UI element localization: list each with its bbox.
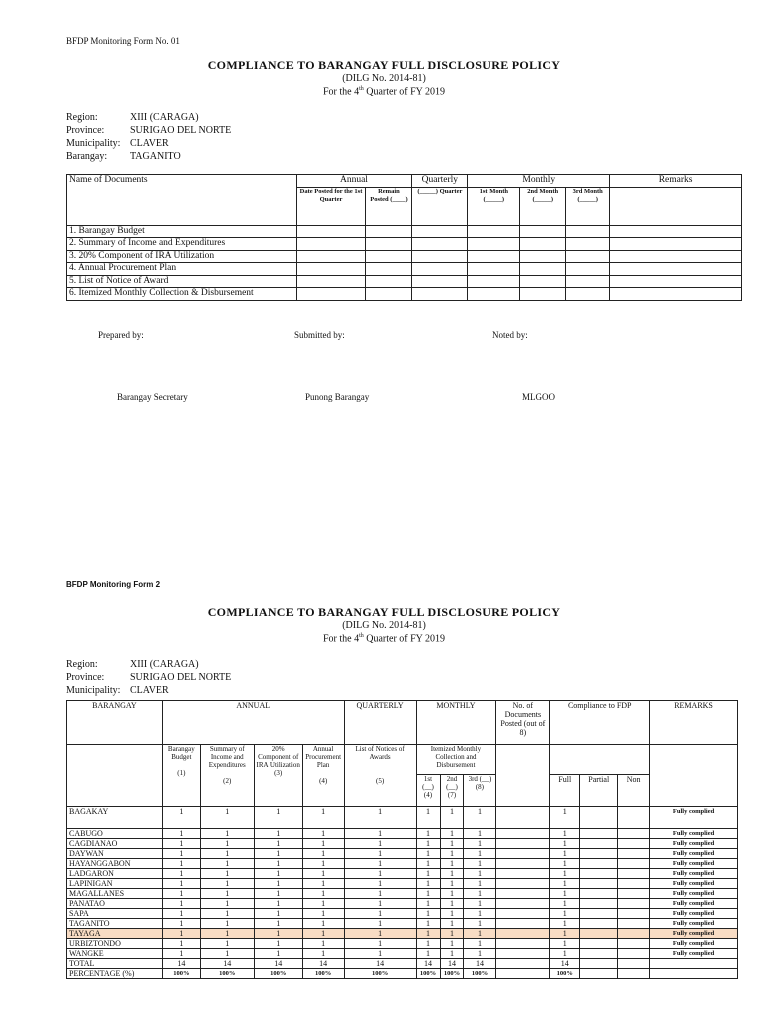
value-cell: 1	[344, 889, 416, 899]
table-row: 1. Barangay Budget	[67, 225, 742, 238]
value-cell: 14	[200, 959, 254, 969]
h2-barangay: BARANGAY	[67, 701, 163, 745]
barangay-name-cell: LADGARON	[67, 869, 163, 879]
value-cell: 1	[440, 889, 464, 899]
h2-month-3: 3rd (__) (8)	[464, 775, 496, 807]
non-cell	[618, 909, 650, 919]
h2-annual: ANNUAL	[162, 701, 344, 745]
h2-notices-awards: List of Notices of Awards (5)	[344, 745, 416, 807]
full-cell: 1	[550, 919, 580, 929]
value-cell: 1	[200, 839, 254, 849]
value-cell: 1	[344, 939, 416, 949]
table-row	[67, 949, 738, 959]
value-cell: 1	[200, 869, 254, 879]
value-cell: 1	[440, 949, 464, 959]
barangay-name-cell: TAYAGA	[67, 929, 163, 939]
value-cell: 1	[344, 839, 416, 849]
full-cell: 1	[550, 859, 580, 869]
docs-count-cell	[496, 829, 550, 839]
value-cell: 1	[254, 899, 302, 909]
remarks-cell: Fully complied	[650, 889, 738, 899]
value-cell: 1	[162, 949, 200, 959]
table-row	[67, 899, 738, 909]
full-cell: 1	[550, 939, 580, 949]
signatory-punong-barangay: Punong Barangay	[305, 392, 370, 402]
value-cell: 1	[464, 869, 496, 879]
value-cell: 1	[464, 859, 496, 869]
barangay-name-cell: TOTAL	[67, 959, 163, 969]
table-row	[67, 859, 738, 869]
value-cell: 1	[416, 889, 440, 899]
value-cell: 1	[200, 939, 254, 949]
form1-documents-table	[66, 174, 742, 301]
partial-cell	[580, 829, 618, 839]
value-cell: 1	[162, 909, 200, 919]
value-cell: 1	[254, 889, 302, 899]
table-row	[67, 879, 738, 889]
value-cell: 1	[302, 949, 344, 959]
value-cell: 1	[254, 879, 302, 889]
partial-cell	[580, 909, 618, 919]
signatory-barangay-secretary: Barangay Secretary	[117, 392, 188, 402]
value-cell: 1	[302, 807, 344, 829]
non-cell	[618, 807, 650, 829]
value-cell: 1	[464, 889, 496, 899]
value-cell: 1	[200, 899, 254, 909]
value-cell: 1	[162, 869, 200, 879]
barangay-name-cell: TAGANITO	[67, 919, 163, 929]
value-cell: 1	[254, 929, 302, 939]
h2-itemized-monthly: Itemized Monthly Collection and Disbursement	[416, 745, 496, 775]
docs-count-cell	[496, 919, 550, 929]
value-cell: 1	[416, 829, 440, 839]
h-remain-posted: Remain Posted (____)	[366, 187, 412, 225]
value-cell: 1	[162, 859, 200, 869]
h2-partial: Partial	[580, 775, 618, 807]
h2-quarterly: QUARTERLY	[344, 701, 416, 745]
remarks-cell	[650, 969, 738, 979]
value-cell: 1	[440, 839, 464, 849]
docs-count-cell	[496, 807, 550, 829]
value-cell: 1	[440, 939, 464, 949]
value-cell: 1	[344, 849, 416, 859]
signatory-mlgoo: MLGOO	[522, 392, 555, 402]
value-cell: 1	[464, 879, 496, 889]
value-cell: 100%	[344, 969, 416, 979]
full-cell: 1	[550, 869, 580, 879]
value-cell: 1	[440, 829, 464, 839]
value-cell: 1	[344, 829, 416, 839]
value-cell: 1	[464, 919, 496, 929]
non-cell	[618, 919, 650, 929]
h-month-1: 1st Month (_____)	[468, 187, 520, 225]
remarks-cell: Fully complied	[650, 869, 738, 879]
value-cell: 1	[344, 807, 416, 829]
docs-count-cell	[496, 929, 550, 939]
non-cell	[618, 829, 650, 839]
barangay-name-cell: CABUGO	[67, 829, 163, 839]
table-row	[67, 869, 738, 879]
value-cell: 14	[302, 959, 344, 969]
docs-count-cell	[496, 899, 550, 909]
value-cell: 1	[440, 807, 464, 829]
value-cell: 1	[416, 919, 440, 929]
value-cell: 14	[416, 959, 440, 969]
full-cell: 1	[550, 949, 580, 959]
non-cell	[618, 879, 650, 889]
value-cell: 1	[200, 859, 254, 869]
partial-cell	[580, 879, 618, 889]
non-cell	[618, 929, 650, 939]
value-cell: 1	[254, 839, 302, 849]
remarks-cell: Fully complied	[650, 859, 738, 869]
value-cell: 1	[254, 939, 302, 949]
value-cell: 100%	[464, 969, 496, 979]
docs-count-cell	[496, 839, 550, 849]
h-date-posted: Date Posted for the 1st Quarter	[296, 187, 366, 225]
docs-count-cell	[496, 869, 550, 879]
non-cell	[618, 869, 650, 879]
partial-cell	[580, 807, 618, 829]
value-cell: 1	[162, 829, 200, 839]
value-cell: 1	[416, 879, 440, 889]
value-cell: 100%	[440, 969, 464, 979]
table-row	[67, 849, 738, 859]
value-cell: 1	[464, 939, 496, 949]
value-cell: 1	[344, 909, 416, 919]
partial-cell	[580, 929, 618, 939]
barangay-name-cell: PANATAO	[67, 899, 163, 909]
value-cell: 1	[162, 807, 200, 829]
value-cell: 1	[344, 919, 416, 929]
value-cell: 1	[302, 909, 344, 919]
table-row: 6. Itemized Monthly Collection & Disbursement	[67, 288, 742, 301]
value-cell: 1	[344, 869, 416, 879]
table-row	[67, 807, 738, 829]
value-cell: 1	[162, 939, 200, 949]
partial-cell	[580, 919, 618, 929]
full-cell: 14	[550, 959, 580, 969]
non-cell	[618, 849, 650, 859]
full-cell: 1	[550, 849, 580, 859]
docs-count-cell	[496, 859, 550, 869]
non-cell	[618, 859, 650, 869]
form2-dilg: (DILG No. 2014-81)	[342, 620, 426, 631]
h-month-3: 3rd Month (_____)	[566, 187, 610, 225]
docs-count-cell	[496, 969, 550, 979]
value-cell: 1	[440, 859, 464, 869]
barangay-name-cell: MAGALLANES	[67, 889, 163, 899]
remarks-cell: Fully complied	[650, 839, 738, 849]
value-cell: 100%	[254, 969, 302, 979]
value-cell: 1	[440, 879, 464, 889]
value-cell: 1	[302, 839, 344, 849]
value-cell: 1	[464, 949, 496, 959]
form2-compliance-table	[66, 700, 738, 979]
value-cell: 1	[344, 899, 416, 909]
h2-no-docs: No. of Documents Posted (out of 8)	[496, 701, 550, 745]
h2-barangay-budget: Barangay Budget (1)	[162, 745, 200, 807]
value-cell: 1	[162, 889, 200, 899]
remarks-cell: Fully complied	[650, 899, 738, 909]
value-cell: 1	[302, 889, 344, 899]
table-row: 5. List of Notice of Award	[67, 275, 742, 288]
value-cell: 100%	[200, 969, 254, 979]
table-row	[67, 959, 738, 969]
value-cell: 1	[464, 839, 496, 849]
full-cell: 1	[550, 899, 580, 909]
value-cell: 1	[416, 859, 440, 869]
value-cell: 1	[464, 909, 496, 919]
table-row	[67, 969, 738, 979]
value-cell: 1	[344, 929, 416, 939]
value-cell: 1	[200, 919, 254, 929]
non-cell	[618, 889, 650, 899]
h2-monthly: MONTHLY	[416, 701, 496, 745]
table-row	[67, 919, 738, 929]
non-cell	[618, 839, 650, 849]
value-cell: 1	[302, 869, 344, 879]
barangay-name-cell: DAYWAN	[67, 849, 163, 859]
partial-cell	[580, 859, 618, 869]
value-cell: 1	[200, 829, 254, 839]
full-cell: 1	[550, 839, 580, 849]
non-cell	[618, 899, 650, 909]
value-cell: 1	[416, 909, 440, 919]
h2-summary-income: Summary of Income and Expenditures (2)	[200, 745, 254, 807]
remarks-cell: Fully complied	[650, 829, 738, 839]
value-cell: 1	[254, 869, 302, 879]
value-cell: 1	[302, 829, 344, 839]
value-cell: 1	[200, 879, 254, 889]
value-cell: 1	[344, 859, 416, 869]
h2-ira-utilization: 20% Component of IRA Utilization (3)	[254, 745, 302, 807]
value-cell: 1	[302, 859, 344, 869]
value-cell: 1	[416, 869, 440, 879]
form1-dilg: (DILG No. 2014-81)	[342, 73, 426, 84]
partial-cell	[580, 839, 618, 849]
form2-title: COMPLIANCE TO BARANGAY FULL DISCLOSURE POLICY	[207, 605, 561, 619]
table-row: 2. Summary of Income and Expenditures	[67, 238, 742, 251]
partial-cell	[580, 849, 618, 859]
barangay-name-cell: BAGAKAY	[67, 807, 163, 829]
value-cell: 14	[344, 959, 416, 969]
value-cell: 1	[254, 859, 302, 869]
table-row	[67, 889, 738, 899]
remarks-cell: Fully complied	[650, 929, 738, 939]
partial-cell	[580, 869, 618, 879]
form1-number: BFDP Monitoring Form No. 01	[66, 36, 180, 46]
form1-info-block: Region: XIII (CARAGA) Province: SURIGAO DEL NORTE Municipality: CLAVER Barangay: TAGANITO	[66, 112, 232, 162]
value-cell: 100%	[416, 969, 440, 979]
remarks-cell: Fully complied	[650, 919, 738, 929]
table-row: 3. 20% Component of IRA Utilization	[67, 250, 742, 263]
h2-compliance: Compliance to FDP	[550, 701, 650, 745]
table-row: 4. Annual Procurement Plan	[67, 263, 742, 276]
h2-remarks: REMARKS	[650, 701, 738, 745]
remarks-cell	[650, 959, 738, 969]
docs-count-cell	[496, 949, 550, 959]
form2-number: BFDP Monitoring Form 2	[66, 580, 161, 589]
barangay-name-cell: LAPINIGAN	[67, 879, 163, 889]
partial-cell	[580, 889, 618, 899]
submitted-by-label: Submitted by:	[294, 330, 345, 340]
value-cell: 1	[302, 939, 344, 949]
h-quarter: (_____) Quarter	[412, 187, 468, 225]
remarks-cell: Fully complied	[650, 909, 738, 919]
value-cell: 1	[200, 849, 254, 859]
non-cell	[618, 939, 650, 949]
value-cell: 1	[416, 939, 440, 949]
table-row	[67, 829, 738, 839]
value-cell: 1	[200, 929, 254, 939]
form1-quarter: For the 4th Quarter of FY 2019	[322, 86, 446, 98]
value-cell: 100%	[162, 969, 200, 979]
table-row	[67, 909, 738, 919]
value-cell: 1	[254, 807, 302, 829]
barangay-name-cell: SAPA	[67, 909, 163, 919]
h2-procurement-plan: Annual Procurement Plan (4)	[302, 745, 344, 807]
value-cell: 1	[254, 849, 302, 859]
value-cell: 1	[464, 829, 496, 839]
noted-by-label: Noted by:	[492, 330, 528, 340]
value-cell: 1	[200, 889, 254, 899]
docs-count-cell	[496, 959, 550, 969]
h-name-documents: Name of Documents	[67, 175, 297, 226]
h2-full: Full	[550, 775, 580, 807]
value-cell: 1	[416, 839, 440, 849]
value-cell: 1	[254, 829, 302, 839]
partial-cell	[580, 969, 618, 979]
value-cell: 14	[464, 959, 496, 969]
h-monthly: Monthly	[468, 175, 610, 188]
full-cell: 1	[550, 909, 580, 919]
h-annual: Annual	[296, 175, 412, 188]
docs-count-cell	[496, 909, 550, 919]
non-cell	[618, 959, 650, 969]
value-cell: 1	[302, 879, 344, 889]
value-cell: 1	[416, 899, 440, 909]
value-cell: 1	[440, 929, 464, 939]
value-cell: 1	[162, 899, 200, 909]
value-cell: 1	[162, 929, 200, 939]
table-row	[67, 839, 738, 849]
h-remarks: Remarks	[610, 175, 742, 188]
value-cell: 1	[162, 879, 200, 889]
remarks-cell: Fully complied	[650, 949, 738, 959]
barangay-name-cell: URBIZTONDO	[67, 939, 163, 949]
value-cell: 1	[464, 899, 496, 909]
remarks-cell: Fully complied	[650, 939, 738, 949]
form2-quarter: For the 4th Quarter of FY 2019	[322, 633, 446, 645]
value-cell: 1	[162, 919, 200, 929]
docs-count-cell	[496, 849, 550, 859]
value-cell: 1	[302, 849, 344, 859]
value-cell: 1	[162, 849, 200, 859]
table-row	[67, 929, 738, 939]
value-cell: 1	[440, 869, 464, 879]
prepared-by-label: Prepared by:	[98, 330, 144, 340]
h-month-2: 2nd Month (_____)	[520, 187, 566, 225]
value-cell: 1	[440, 919, 464, 929]
value-cell: 1	[344, 949, 416, 959]
form1-title: COMPLIANCE TO BARANGAY FULL DISCLOSURE POLICY	[207, 58, 561, 72]
value-cell: 1	[416, 949, 440, 959]
remarks-cell: Fully complied	[650, 879, 738, 889]
full-cell: 1	[550, 929, 580, 939]
value-cell: 1	[440, 899, 464, 909]
value-cell: 1	[302, 919, 344, 929]
docs-count-cell	[496, 879, 550, 889]
full-cell: 1	[550, 807, 580, 829]
barangay-name-cell: CAGDIANAO	[67, 839, 163, 849]
non-cell	[618, 949, 650, 959]
value-cell: 1	[162, 839, 200, 849]
remarks-cell: Fully complied	[650, 849, 738, 859]
barangay-name-cell: HAYANGGABON	[67, 859, 163, 869]
docs-count-cell	[496, 889, 550, 899]
value-cell: 1	[302, 929, 344, 939]
value-cell: 1	[302, 899, 344, 909]
value-cell: 1	[440, 909, 464, 919]
value-cell: 1	[416, 807, 440, 829]
partial-cell	[580, 959, 618, 969]
value-cell: 1	[200, 807, 254, 829]
full-cell: 1	[550, 879, 580, 889]
non-cell	[618, 969, 650, 979]
value-cell: 1	[344, 879, 416, 889]
value-cell: 1	[464, 849, 496, 859]
h-quarterly: Quarterly	[412, 175, 468, 188]
value-cell: 1	[254, 919, 302, 929]
value-cell: 14	[254, 959, 302, 969]
barangay-name-cell: WANGKE	[67, 949, 163, 959]
value-cell: 14	[162, 959, 200, 969]
value-cell: 1	[200, 909, 254, 919]
value-cell: 1	[254, 949, 302, 959]
docs-count-cell	[496, 939, 550, 949]
form2-info-block: Region: XIII (CARAGA) Province: SURIGAO DEL NORTE Municipality: CLAVER	[66, 659, 232, 696]
value-cell: 1	[200, 949, 254, 959]
value-cell: 1	[464, 929, 496, 939]
value-cell: 1	[440, 849, 464, 859]
remarks-cell: Fully complied	[650, 807, 738, 829]
full-cell: 1	[550, 829, 580, 839]
h2-month-1: 1st (__) (4)	[416, 775, 440, 807]
full-cell: 100%	[550, 969, 580, 979]
full-cell: 1	[550, 889, 580, 899]
value-cell: 1	[464, 807, 496, 829]
value-cell: 14	[440, 959, 464, 969]
value-cell: 1	[416, 929, 440, 939]
barangay-name-cell: PERCENTAGE (%)	[67, 969, 163, 979]
value-cell: 1	[416, 849, 440, 859]
h2-month-2: 2nd (__) (7)	[440, 775, 464, 807]
table-row	[67, 939, 738, 949]
partial-cell	[580, 939, 618, 949]
h2-non: Non	[618, 775, 650, 807]
partial-cell	[580, 949, 618, 959]
partial-cell	[580, 899, 618, 909]
value-cell: 100%	[302, 969, 344, 979]
value-cell: 1	[254, 909, 302, 919]
